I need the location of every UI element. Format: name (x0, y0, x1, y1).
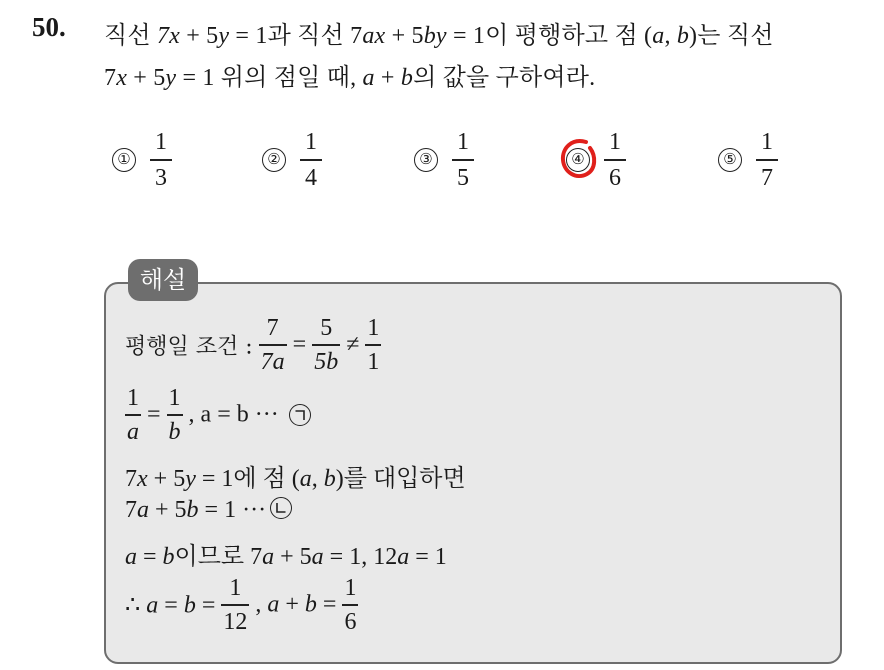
choice-marker: ② (262, 148, 286, 172)
solution-tag: 해설 (128, 259, 198, 301)
fraction: $\frac{1}{6}$ (344, 575, 357, 635)
fraction: $\frac{1}{a}$ (127, 385, 139, 445)
circled-nieun-icon (270, 497, 292, 519)
choice-fraction: 1 3 (150, 128, 172, 192)
solution-line-6: ∴ a = b = $\frac{1}{12}$ , a + b = $\frac{1}{6}$ (125, 575, 357, 635)
fraction: $\frac{1}{b}$ (168, 385, 181, 445)
choice-marker: ③ (414, 148, 438, 172)
fraction: $\frac{5}{5b}$ (314, 315, 339, 375)
question-number: 50. (32, 12, 66, 42)
solution-line-5: a = b이므로 7a + 5a = 1, 12a = 1 (125, 544, 447, 570)
choice-marker: ⑤ (718, 148, 742, 172)
choice-fraction: 1 4 (300, 128, 322, 192)
fraction: $\frac{1}{12}$ (223, 575, 248, 635)
solution-line-3: 7x + 5y = 1에 점 (a, b)를 대입하면 (125, 466, 466, 492)
fraction: $\frac{7}{7a}$ (260, 315, 285, 375)
circled-giyeok-icon (289, 404, 311, 426)
question-line-1: 직선 7x + 5y = 1과 직선 7ax + 5by = 1이 평행하고 점 (a, b)는 직선 (104, 23, 774, 49)
choice-marker: ① (112, 148, 136, 172)
choice-marker: ④ (566, 148, 590, 172)
fraction: $\frac{1}{1}$ (367, 315, 380, 375)
solution-line-2: $\frac{1}{a}$ = $\frac{1}{b}$ , a = b ··· (125, 384, 311, 446)
question-line-2: 7x + 5y = 1 위의 점일 때, a + b의 값을 구하여라. (104, 65, 596, 91)
choice-fraction: 1 5 (452, 128, 474, 192)
solution-line-4: 7a + 5b = 1 ··· (125, 497, 292, 524)
solution-line-1: 평행일 조건 : $\frac{7}{7a}$ = $\frac{5}{5b}$ ≠ $\frac{1}{1}$ (125, 315, 380, 375)
choice-fraction: 1 7 (756, 128, 778, 192)
choice-fraction: 1 6 (604, 128, 626, 192)
